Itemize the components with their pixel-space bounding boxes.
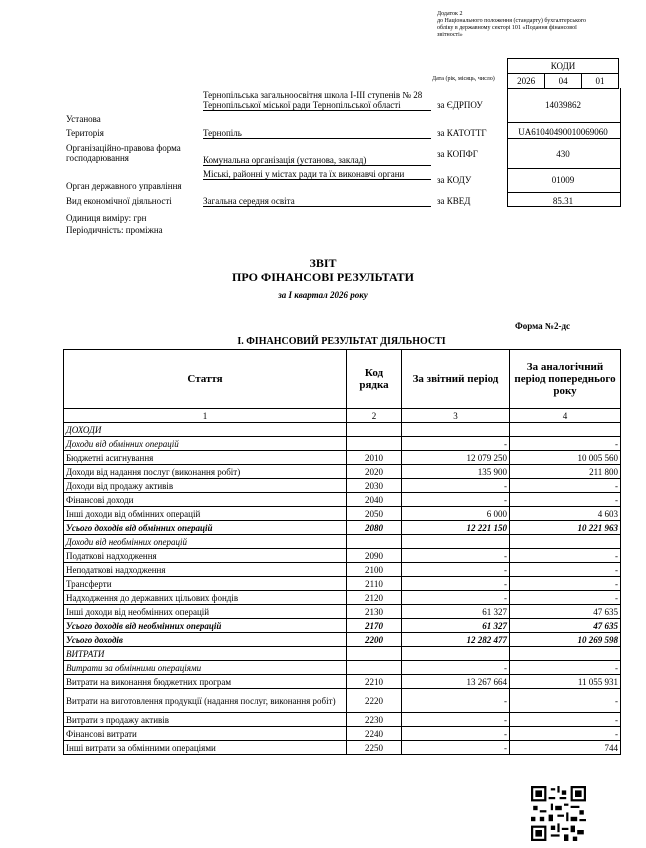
row-current: 61 327 [402,605,510,619]
code-label-kopfg: за КОПФГ [437,149,478,159]
code-kodu: 01009 [551,175,575,185]
row-current: - [402,591,510,605]
row-current: 12 079 250 [402,451,510,465]
row-label: Інші доходи від обмінних операцій [64,507,347,521]
date-year: 2026 [508,74,545,89]
row-current: - [402,727,510,741]
row-current [402,535,510,549]
row-code [347,647,402,661]
table-row [64,713,621,727]
row-current: - [402,661,510,675]
label-activity: Вид економічної діяльності [66,196,172,206]
row-previous [510,535,621,549]
unit-label: Одиниця виміру: грн [66,213,147,223]
value-institution: Тернопільська загальноосвітня школа І-ІІІ ступенів № 28 Тернопільської міської ради Тернопільської області [203,90,431,111]
row-code: 2130 [347,605,402,619]
row-label: Усього доходів від необмінних операцій [64,619,347,633]
table-row [64,647,621,661]
row-previous: - [510,689,621,713]
col-num-4: 4 [510,409,621,423]
code-label-kved: за КВЕД [437,196,471,206]
results-table [63,349,621,755]
row-code: 2090 [347,549,402,563]
row-previous: - [510,437,621,451]
row-current: 13 267 664 [402,675,510,689]
row-label: Фінансові витрати [64,727,347,741]
row-current: 12 282 477 [402,633,510,647]
label-authority: Орган державного управління [66,181,182,191]
row-code [347,423,402,437]
row-label: Усього доходів [64,633,347,647]
table-row [64,741,621,755]
row-label: Неподаткові надходження [64,563,347,577]
row-previous: 47 635 [510,619,621,633]
row-previous: - [510,577,621,591]
codes-table [507,58,619,89]
table-row [64,591,621,605]
header-code: Код рядка [347,350,402,409]
table-row [64,633,621,647]
row-label: Доходи від продажу активів [64,479,347,493]
row-previous: 10 005 560 [510,451,621,465]
row-label: Доходи від необмінних операцій [64,535,347,549]
row-previous: - [510,661,621,675]
row-label: Витрати з продажу активів [64,713,347,727]
row-code [347,661,402,675]
row-current: - [402,493,510,507]
table-row [64,661,621,675]
row-previous: 4 603 [510,507,621,521]
row-previous: - [510,493,621,507]
row-code: 2050 [347,507,402,521]
code-label-kodu: за КОДУ [437,175,472,185]
table-row [64,605,621,619]
code-edrpou: 14039862 [545,100,581,110]
row-code: 2210 [347,675,402,689]
row-previous: 10 221 963 [510,521,621,535]
row-label: Інші витрати за обмінними операціями [64,741,347,755]
qr-code-icon [531,786,586,841]
row-label: ВИТРАТИ [64,647,347,661]
value-territory: Тернопіль [203,128,431,139]
row-label: Бюджетні асигнування [64,451,347,465]
header-previous: За аналогічний період попереднього року [510,350,621,409]
row-code: 2250 [347,741,402,755]
row-label: Витрати за обмінними операціями [64,661,347,675]
row-label: ДОХОДИ [64,423,347,437]
label-legal-form: Організаційно-правова форма господарювання [66,143,181,163]
value-activity: Загальна середня освіта [203,196,431,207]
code-label-katottg: за КАТОТТГ [437,128,487,138]
value-authority: Міські, районні у містах ради та їх виконавчі органи [203,169,431,180]
row-label: Трансферти [64,577,347,591]
row-code: 2040 [347,493,402,507]
row-current [402,647,510,661]
row-current: - [402,741,510,755]
col-num-1: 1 [64,409,347,423]
table-row [64,689,621,713]
row-label: Фінансові доходи [64,493,347,507]
row-label: Витрати на виконання бюджетних програм [64,675,347,689]
row-code: 2010 [347,451,402,465]
table-row [64,535,621,549]
code-label-edrpou: за ЄДРПОУ [437,100,483,110]
row-previous: - [510,591,621,605]
row-previous: 211 800 [510,465,621,479]
row-code [347,437,402,451]
table-row [64,577,621,591]
row-label: Витрати на виготовлення продукції (надання послуг, виконання робіт) [64,689,347,713]
row-code: 2200 [347,633,402,647]
row-current: - [402,689,510,713]
row-current: 12 221 150 [402,521,510,535]
report-subtitle: ПРО ФІНАНСОВІ РЕЗУЛЬТАТИ [232,270,414,284]
form-number: Форма №2-дс [515,321,571,331]
header-current: За звітний період [402,350,510,409]
row-label: Доходи від надання послуг (виконання робіт) [64,465,347,479]
label-institution: Установа [66,114,101,124]
row-current: - [402,479,510,493]
row-current: - [402,713,510,727]
report-period: за I квартал 2026 року [278,290,368,300]
row-code [347,535,402,549]
row-code: 2100 [347,563,402,577]
table-row [64,465,621,479]
codes-header: КОДИ [508,59,619,74]
row-previous: 11 055 931 [510,675,621,689]
row-previous: - [510,563,621,577]
report-title: ЗВІТ [309,256,337,270]
table-row [64,437,621,451]
row-previous [510,423,621,437]
code-kopfg: 430 [556,149,570,159]
row-previous: 47 635 [510,605,621,619]
row-label: Надходження до державних цільових фондів [64,591,347,605]
col-num-2: 2 [347,409,402,423]
table-row [64,675,621,689]
header-article: Стаття [64,350,347,409]
row-current: - [402,549,510,563]
row-current: - [402,437,510,451]
row-previous: - [510,549,621,563]
table-row [64,563,621,577]
row-current: 61 327 [402,619,510,633]
row-current [402,423,510,437]
label-territory: Територія [66,128,104,138]
row-label: Доходи від обмінних операцій [64,437,347,451]
value-legal-form: Комунальна організація (установа, заклад) [203,155,431,166]
table-row [64,451,621,465]
table-row [64,619,621,633]
code-kved: 85.31 [552,196,574,206]
addendum-note: Додаток 2 до Національного положення (стандарту) бухгалтерського обліку в державному секторі 101 «Подання фінансової звітності» [437,11,587,38]
row-current: 6 000 [402,507,510,521]
table-row [64,479,621,493]
table-row [64,521,621,535]
row-code: 2220 [347,689,402,713]
row-code: 2240 [347,727,402,741]
row-label: Інші доходи від необмінних операцій [64,605,347,619]
row-code: 2030 [347,479,402,493]
row-code: 2170 [347,619,402,633]
row-code: 2020 [347,465,402,479]
table-row [64,549,621,563]
code-katottg: UA61040490010069060 [518,127,608,137]
section-title: І. ФІНАНСОВИЙ РЕЗУЛЬТАТ ДІЯЛЬНОСТІ [237,336,446,347]
date-month: 04 [545,74,582,89]
row-previous: 10 269 598 [510,633,621,647]
row-previous: - [510,713,621,727]
table-row [64,507,621,521]
date-day: 01 [582,74,619,89]
row-current: - [402,577,510,591]
row-label: Податкові надходження [64,549,347,563]
table-row [64,493,621,507]
row-code: 2230 [347,713,402,727]
col-num-3: 3 [402,409,510,423]
row-current: 135 900 [402,465,510,479]
periodicity-label: Періодичність: проміжна [66,225,163,235]
row-current: - [402,563,510,577]
row-code: 2120 [347,591,402,605]
row-code: 2080 [347,521,402,535]
row-label: Усього доходів від обмінних операцій [64,521,347,535]
row-code: 2110 [347,577,402,591]
table-row [64,423,621,437]
table-row [64,727,621,741]
row-previous [510,647,621,661]
row-previous: - [510,479,621,493]
date-label: Дата (рік, місяць, число) [432,76,495,82]
row-previous: 744 [510,741,621,755]
row-previous: - [510,727,621,741]
